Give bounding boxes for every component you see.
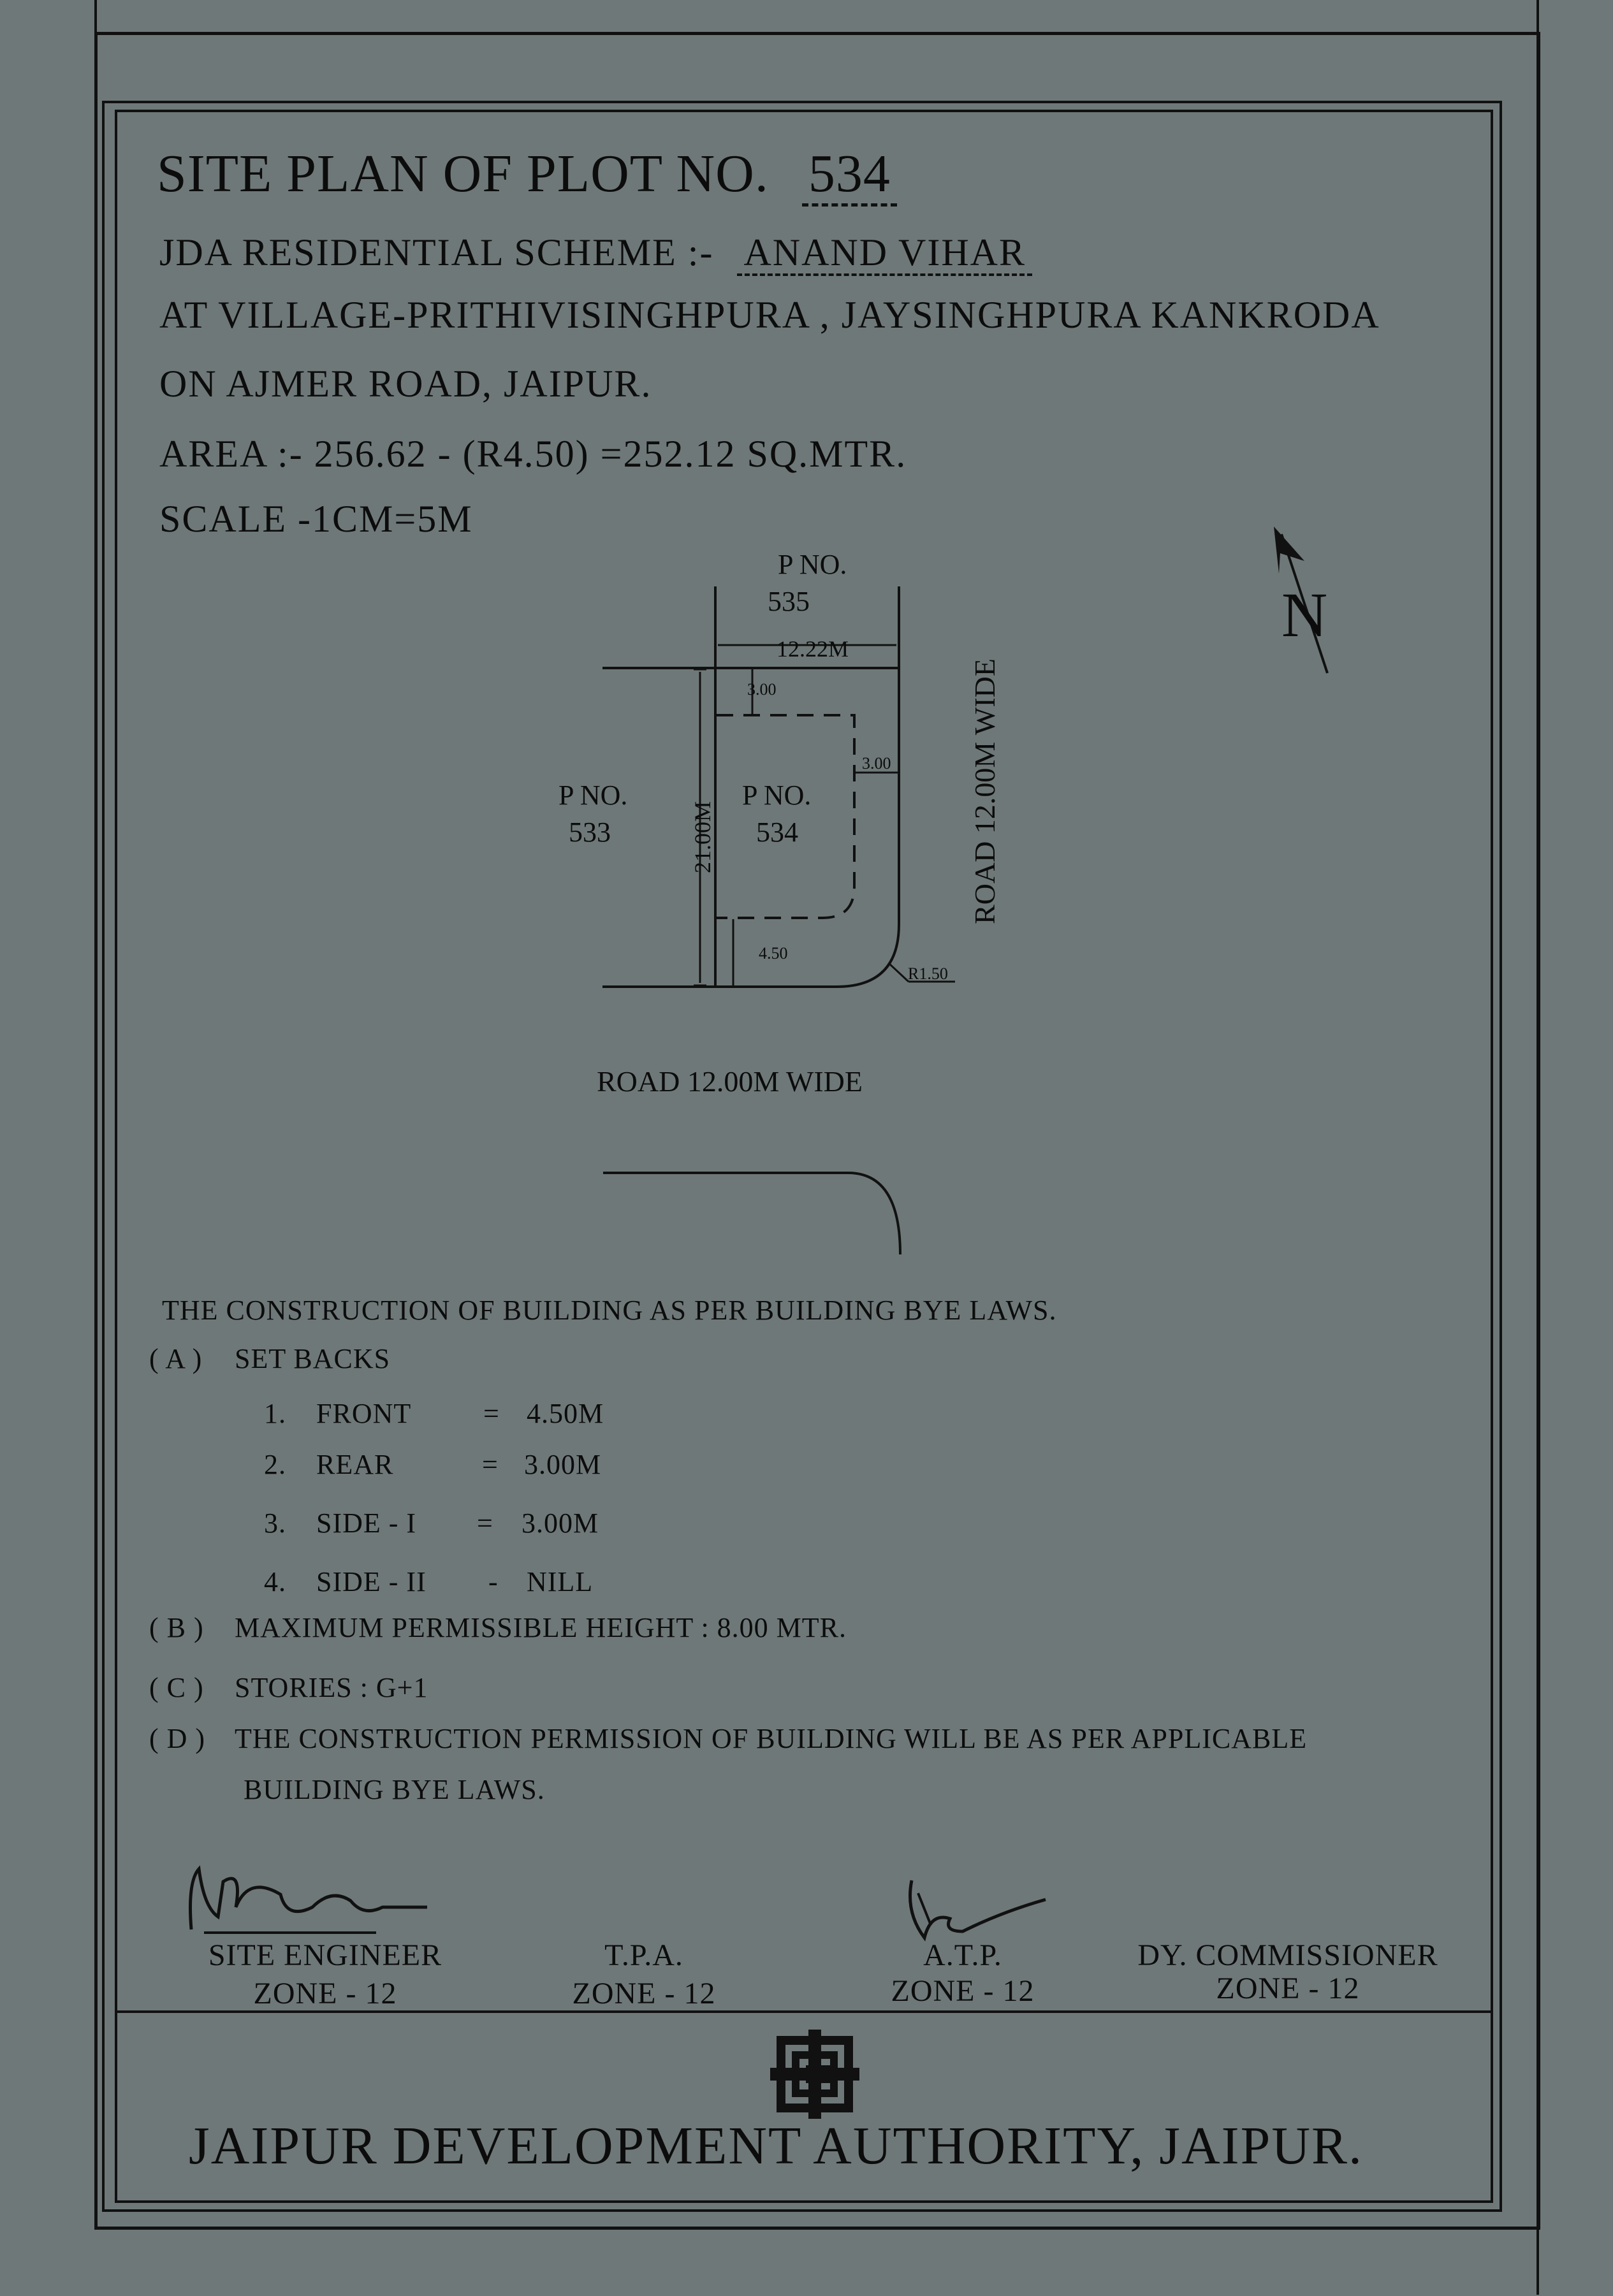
signatory-4-zone: ZONE - 12	[1216, 1972, 1360, 2005]
front-setback-label: 4.50	[759, 944, 788, 963]
side-setback-label: 3.00	[862, 754, 891, 773]
title-prefix: SITE PLAN OF PLOT NO.	[157, 144, 769, 203]
scale-line: SCALE -1CM=5M	[159, 498, 473, 540]
north-plot-number: 535	[768, 586, 810, 617]
signatory-2-role: T.P.A.	[604, 1938, 683, 1972]
setback-row-1-num: 1.	[264, 1398, 286, 1429]
setback-row-1-value: 4.50M	[527, 1398, 604, 1429]
depth-dimension: 21.00M	[690, 801, 715, 873]
east-boundary	[836, 668, 899, 987]
note-c-label: ( C )	[149, 1672, 204, 1703]
north-arrow-head	[1274, 527, 1304, 574]
plot-number: 534	[802, 144, 897, 207]
setback-row-2-num: 2.	[264, 1449, 286, 1480]
signatory-1-role: SITE ENGINEER	[208, 1938, 442, 1972]
south-road-label: ROAD 12.00M WIDE	[597, 1065, 863, 1098]
signatory-1-zone: ZONE - 12	[253, 1977, 397, 2010]
note-a-label: ( A )	[149, 1343, 203, 1374]
signatory-4-role: DY. COMMISSIONER	[1137, 1938, 1438, 1972]
setback-row-4-value: NILL	[527, 1566, 594, 1597]
setback-row-3-num: 3.	[264, 1508, 286, 1539]
note-b-label: ( B )	[149, 1612, 204, 1643]
notes-intro: THE CONSTRUCTION OF BUILDING AS PER BUILDING BYE LAWS.	[162, 1295, 1057, 1326]
note-d-label: ( D )	[149, 1723, 206, 1754]
this-plot-label: P NO.	[742, 780, 812, 811]
setback-row-3-name: SIDE - I	[316, 1508, 417, 1539]
scheme-prefix: JDA RESIDENTIAL SCHEME :-	[159, 231, 714, 273]
setback-row-1-eq: =	[483, 1398, 500, 1429]
jda-logo	[770, 2030, 859, 2119]
signatory-2-zone: ZONE - 12	[572, 1977, 716, 2010]
setback-row-4-name: SIDE - II	[316, 1566, 427, 1597]
note-d-text: THE CONSTRUCTION PERMISSION OF BUILDING WILL BE AS PER APPLICABLE	[235, 1723, 1308, 1754]
road-curve	[603, 1173, 900, 1254]
site-engineer-signature	[185, 1856, 440, 1939]
area-line: AREA :- 256.62 - (R4.50) =252.12 SQ.MTR.	[159, 433, 907, 475]
note-d-text-continued: BUILDING BYE LAWS.	[244, 1774, 545, 1805]
corner-radius-label: R1.50	[908, 964, 948, 983]
note-b-text: MAXIMUM PERMISSIBLE HEIGHT : 8.00 MTR.	[235, 1612, 847, 1643]
setback-row-4-num: 4.	[264, 1566, 286, 1597]
note-c-text: STORIES : G+1	[235, 1672, 428, 1703]
scheme-name: ANAND VIHAR	[737, 231, 1032, 276]
west-plot-label: P NO.	[558, 780, 628, 811]
location-line: ON AJMER ROAD, JAIPUR.	[159, 363, 652, 405]
setback-row-3-value: 3.00M	[522, 1508, 599, 1539]
this-plot-number: 534	[756, 817, 798, 848]
setback-row-1-name: FRONT	[316, 1398, 412, 1429]
east-road-label: ROAD 12.00M WIDE	[968, 658, 1001, 924]
note-a-text: SET BACKS	[235, 1343, 391, 1374]
setback-row-3-eq: =	[477, 1508, 493, 1539]
signatory-3-role: A.T.P.	[923, 1938, 1002, 1972]
rear-setback-label: 3.00	[747, 680, 777, 699]
west-plot-number: 533	[569, 817, 611, 848]
setback-row-2-name: REAR	[316, 1449, 394, 1480]
signatory-3-zone: ZONE - 12	[891, 1974, 1035, 2008]
setback-row-4-eq: -	[488, 1566, 499, 1597]
setback-row-2-eq: =	[482, 1449, 499, 1480]
width-dimension: 12.22M	[777, 636, 849, 662]
setback-row-2-value: 3.00M	[524, 1449, 602, 1480]
village-line: AT VILLAGE-PRITHIVISINGHPURA , JAYSINGHPURA KANKRODA	[159, 294, 1380, 336]
north-label: N	[1281, 579, 1328, 650]
authority-name: JAIPUR DEVELOPMENT AUTHORITY, JAIPUR.	[189, 2116, 1364, 2176]
north-plot-label: P NO.	[778, 549, 847, 580]
